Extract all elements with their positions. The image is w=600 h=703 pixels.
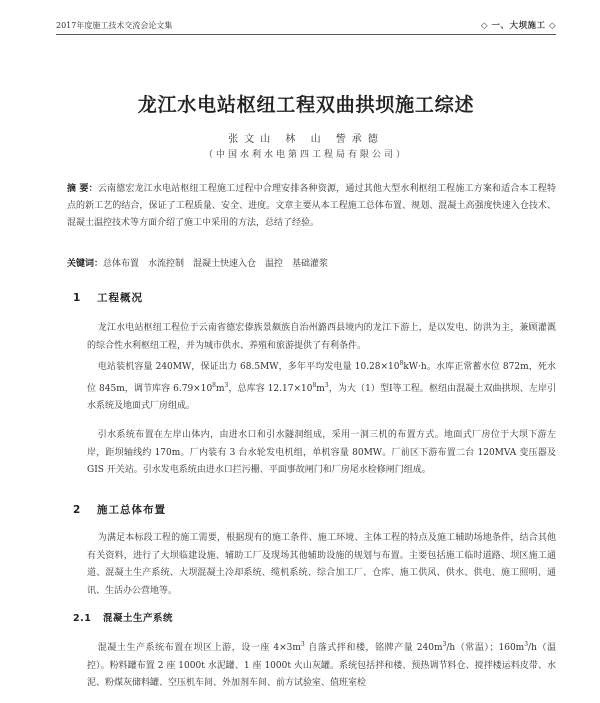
abstract <box>67 181 556 232</box>
subsection-2-1-heading <box>73 610 173 624</box>
section-1-heading <box>73 290 143 305</box>
section-2-para-1: 为满足本标段工程的施工需要，根据现有的施工条件、施工环境、主体工程的特点及施工辅助场地条件，结合其他有关资料，进行了大坝临建设施、辅助工厂及现场其他辅助设施的规划与布置。主要包括施工临时道路、坝区施工通道、混凝土生产系统、大坝混凝土冷却系统、缆机系统、综合加工厂、仓库、施工供风、供水、供电、施工照明、通讯、生活办公营地等。 <box>87 533 556 596</box>
section-1-para-1: 龙江水电站枢纽工程位于云南省德宏傣族景颇族自治州潞西县境内的龙江下游上，是以发电、防洪为主，兼顾灌溉的综合性水利枢纽工程，并为城市供水、养殖和旅游提供了有利条件。 <box>87 323 556 351</box>
keywords-label: 关键词： <box>67 259 104 269</box>
subsection-2-1-para-1: 混凝土生产系统布置在坝区上游，设一座 $4\times 3m^3$ 自落式拌和楼，铭牌产量 $240m^3/h$（常温）；$160m^3/h$（温控）。粉料罐布置 2 座 1000t 水泥罐、1 座 1000t 火山灰罐。系统包括拌和楼、预热调节料仓、搅拌楼运料皮带、水泥、粉煤灰储料罐、空压机车间、外加剂车间、前方试验室、值班室检 <box>87 641 557 688</box>
section-1-title: 工程概况 <box>97 292 143 304</box>
section-1-para-2: 电站装机容量 240MW，保证出力 68.5MW，多年平均发电量 $10.28\times 10^8kW\cdot h$。水库正常蓄水位 872m，死水位 845m，调节库容 $6.79\times 10^8m^3$，总库容 $12.17\times 10^8m^3$，为大（1）型Ⅰ等工程。枢纽由混凝土双曲拱坝、左岸引水系统及地面式厂房组成。 <box>87 360 556 411</box>
running-header <box>56 19 556 31</box>
keywords <box>67 256 556 273</box>
section-2-number: 2 <box>73 504 82 516</box>
abstract-label: 摘 要： <box>67 184 98 194</box>
affiliation: （中国水利水电第四工程局有限公司） <box>203 150 408 160</box>
authors: 张文山 林 山 訾承德 <box>228 134 384 145</box>
subsection-2-1-title: 混凝土生产系统 <box>103 613 174 624</box>
section-2-heading <box>73 502 166 517</box>
keywords-text: 总体布置 水流控制 混凝土快速入仓 温控 基础灌浆 <box>103 259 329 269</box>
abstract-text: 云南德宏龙江水电站枢纽工程施工过程中合理安排各种资源，通过其他大型水利枢纽工程施工方案和适合本工程特点的新工艺的结合，保证了工程质量、安全、进度。文章主要从本工程施工总体布置、规划、混凝土高强度快速入仓技术、混凝土温控技术等方面介绍了施工中采用的方法，总结了经验。 <box>67 184 556 228</box>
subsection-2-1-number: 2.1 <box>73 613 92 624</box>
header-left: 2017年度施工技术交流会论文集 <box>56 20 173 30</box>
section-1-para-3: 引水系统布置在左岸山体内，由进水口和引水隧洞组成，采用一洞三机的布置方式。地面式厂房位于大坝下游左岸，距坝轴线约 170m。厂内装有 3 台水轮发电机组，单机容量 80MW。厂前区下游布置二台 120MVA 变压器及 GIS 开关站。引水发电系统由进水口拦污栅、平面事故闸门和厂房尾水检修闸门组成。 <box>87 430 556 475</box>
header-right: ◇ 一、大坝施工 ◇ <box>481 21 556 31</box>
section-2-title: 施工总体布置 <box>97 504 166 516</box>
paper-title: 龙江水电站枢纽工程双曲拱坝施工综述 <box>137 94 475 116</box>
header-rule <box>56 34 556 35</box>
section-1-number: 1 <box>73 292 82 304</box>
